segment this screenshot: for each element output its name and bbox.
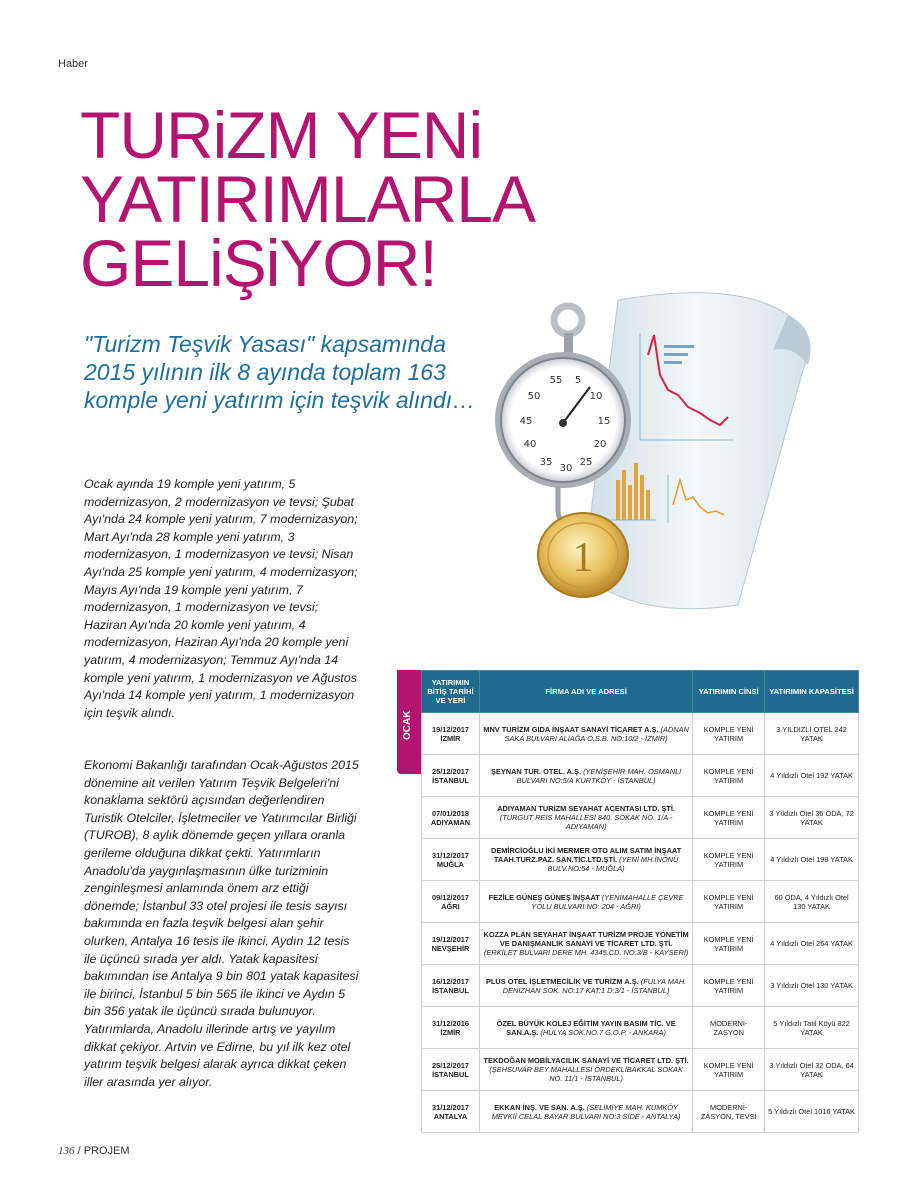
cell-capacity: 4 Yıldızlı Otel 198 YATAK [765,839,859,881]
city-value: MUĞLA [436,859,465,869]
table-body [422,713,859,1133]
month-tab-label: OCAK [402,710,413,740]
lead-paragraph: "Turizm Teşvik Yasası" kapsamında 2015 yılının ilk 8 ayında toplam 163 komple yeni yatırım için teşvik alındı… [84,331,476,413]
cell-firm [479,755,692,797]
cell-firm [479,881,692,923]
cell-capacity: 3 Yıldızlı Otel 36 ODA, 72 YATAK [765,797,859,839]
header-capacity: YATIRIMIN KAPASİTESİ [765,671,859,713]
investment-table [421,670,859,1133]
header-firm: FİRMA ADI VE ADRESİ [479,671,692,713]
firm-name: ADIYAMAN TURİZM SEYAHAT ACENTASI LTD. ŞTİ. [497,804,675,813]
firm-address: (SELİMİYE MAH. KUMKÖY MEVKİİ CELAL BAYAR BULVARI NO:3 SİDE - ANTALYA) [491,1102,681,1121]
svg-text:30: 30 [559,463,573,474]
cell-capacity: 4 Yıldızlı Otel 192 YATAK [765,755,859,797]
firm-address: (TURGUT REİS MAHALLESİ 840. SOKAK NO. 1/A - ADIYAMAN) [499,813,673,831]
date-value: 25/12/2017 [431,766,469,776]
cell-capacity: 5 Yıldızlı Tatil Köyü 822 YATAK [765,1007,859,1049]
header-date: YATIRIMIN BİTİŞ TARİHİ VE YERİ [422,671,480,713]
cell-date [422,1091,480,1133]
svg-text:50: 50 [527,391,541,402]
headline-line-2: YATIRIMLARLA [80,162,535,236]
svg-text:10: 10 [589,391,603,402]
cell-date [422,881,480,923]
month-tab [397,670,421,774]
cell-firm [479,1049,692,1091]
firm-name: EKKAN İNŞ. VE SAN. A.Ş. [494,1102,585,1112]
date-value: 19/12/2017 [431,724,469,734]
cell-firm [479,797,692,839]
firm-name: DEMİRCİOĞLU İKİ MERMER OTO ALIM SATIM İNŞAAT TAAH.TURZ.PAZ. SAN.TİC.LTD.ŞTİ. [490,846,682,864]
date-value: 09/12/2017 [431,892,469,902]
date-value: 31/12/2017 [431,1102,469,1112]
city-value: İZMİR [440,733,461,743]
section-label: Haber [58,58,88,70]
cell-date [422,1007,480,1049]
illustration-scale-chart [488,275,818,615]
cell-type: KOMPLE YENİ YATIRIM [693,1049,765,1091]
table-row [422,839,859,881]
city-value: İZMİR [440,1027,461,1037]
city-value: İSTANBUL [432,775,469,785]
city-value: İSTANBUL [432,1069,469,1079]
svg-text:40: 40 [523,439,537,450]
magazine-name: PROJEM [83,1145,130,1157]
firm-address: (YENİŞEHİR MAH. OSMANLI BULVARI NO:5/A KURTKÖY - İSTANBUL) [516,766,682,785]
cell-capacity: 3 YILDIZLI OTEL 242 YATAK [765,713,859,755]
cell-firm [479,839,692,881]
headline-line-3: GELiŞiYOR! [80,226,437,300]
svg-text:25: 25 [579,457,593,468]
table-row [422,965,859,1007]
footer-separator: / [77,1145,81,1157]
cell-date [422,839,480,881]
cell-capacity: 60 ODA, 4 Yıldızlı Otel 130 YATAK [765,881,859,923]
cell-date [422,965,480,1007]
cell-type: KOMPLE YENİ YATIRIM [693,923,765,965]
cell-firm [479,965,692,1007]
cell-capacity: 3 Yıldızlı Otel 32 ODA, 64 YATAK [765,1049,859,1091]
firm-address: (ŞEHSUVAR BEY MAHALLESİ ÖRDEKLİBAKKAL SOKAK NO. 11/1 - İSTANBUL) [489,1065,683,1083]
city-value: NEVŞEHİR [431,943,470,953]
coin-numeral: 1 [572,535,594,581]
svg-text:45: 45 [519,416,533,427]
investment-table-container [397,670,859,1133]
date-value: 31/12/2016 [431,1018,469,1028]
table-row [422,881,859,923]
firm-name: ŞEYNAN TUR. OTEL. A.Ş. [490,766,582,776]
cell-date [422,797,480,839]
page-footer [58,1145,130,1157]
svg-text:55: 55 [549,375,563,386]
firm-address: (ERKİLET BULVARI DERE MH. 4345.CD. NO:3/B - KAYSERİ) [483,948,689,957]
city-value: İSTANBUL [432,985,469,995]
firm-address: (HÜLYA SOK.NO.7 G.O.P. - ANKARA) [540,1027,666,1037]
firm-address: (YENİ MH.İNÖNÜ BULV.NO:54 - MUĞLA) [547,855,679,873]
cell-date [422,1049,480,1091]
cell-type: KOMPLE YENİ YATIRIM [693,965,765,1007]
table-header-row [422,671,859,713]
city-value: ANTALYA [433,1111,468,1121]
table-row [422,713,859,755]
firm-address: (YENİMAHALLE ÇEVRE YOLU BULVARI NO: 204 - AĞRI) [531,892,684,911]
cell-firm [479,713,692,755]
svg-text:20: 20 [593,439,607,450]
headline [80,98,600,300]
cell-type: MODERNİ-ZASYON, TEVSİ [693,1091,765,1133]
page-number: 136 [58,1145,75,1157]
date-value: 16/12/2017 [431,976,469,986]
cell-type: KOMPLE YENİ YATIRIM [693,881,765,923]
svg-text:5: 5 [574,375,582,386]
header-type: YATIRIMIN CİNSİ [693,671,765,713]
cell-capacity: 4 Yıldızlı Otel 264 YATAK [765,923,859,965]
table-row [422,1049,859,1091]
cell-type: MODERNİ-ZASYON [693,1007,765,1049]
firm-name: TEKDOĞAN MOBİLYACILIK SANAYİ VE TİCARET LTD. ŞTİ. [483,1056,689,1065]
cell-firm [479,1091,692,1133]
cell-date [422,923,480,965]
headline-line-1: TURiZM YENi [80,98,483,172]
firm-name: MNV TURİZM GIDA İNŞAAT SANAYİ TİCARET A.Ş. [483,724,659,734]
svg-text:15: 15 [597,416,611,427]
cell-capacity: 5 Yıldızlı Otel 1016 YATAK [765,1091,859,1133]
date-value: 31/12/2017 [431,850,469,860]
table-row [422,755,859,797]
table-row [422,1091,859,1133]
cell-type: KOMPLE YENİ YATIRIM [693,713,765,755]
city-value: ADIYAMAN [430,817,471,827]
firm-name: ÖZEL BÜYÜK KOLEJ EĞİTİM YAYIN BASIM TİC. VE SAN.A.Ş. [496,1018,676,1037]
cell-type: KOMPLE YENİ YATIRIM [693,755,765,797]
cell-date [422,755,480,797]
body-paragraph-2: Ekonomi Bakanlığı tarafından Ocak-Ağustos 2015 dönemine ait verilen Yatırım Teşvik Belgeleri'ni konaklama sektörü açısından değerlendiren Turistik Otelciler, İşletmeciler ve Yatırımcılar Birliği (TUROB), 8 aylık dönemde geçen yıllara oranla gerileme olduğuna dikkat çekti. Yatırımların Anadolu'da yaygınlaşmasının ülke turizminin zenginleşmesi anlamında önem arz ettiği dönemde; İstanbul 33 otel projesi ile tesis sayısı bakımında en fazla teşvik belgesi alan şehir olurken, Antalya 16 tesis ile ikinci, Aydın 12 tesis ile üçüncü sırada yer aldı. Yatak kapasitesi bakımından ise Antalya 9 bin 801 yatak kapasitesi ile birinci, İstanbul 5 bin 565 ile ikinci ve Aydın 5 bin 356 yatak ile üçüncü sırada bulunuyor. Yatırımlarda, Anadolu illerinde artış ve yayılım dikkat çekiyor. Artvin ve Edirne, bu yıl ilk kez otel yatırım teşvik belgesi alarak ayrıca dikkat çeken iller arasında yer alıyor. [84,758,359,1089]
cell-firm [479,1007,692,1049]
date-value: 19/12/2017 [431,934,469,944]
svg-text:35: 35 [539,457,553,468]
table-row [422,1007,859,1049]
cell-capacity: 3 Yıldızlı Otel 130 YATAK [765,965,859,1007]
cell-firm [479,923,692,965]
firm-name: PLUS OTEL İŞLETMECİLİK VE TURİZM A.Ş. [485,976,639,986]
firm-name: FEZİLE GÜNEŞ GÜNEŞ İNŞAAT [488,892,600,902]
cell-type: KOMPLE YENİ YATIRIM [693,839,765,881]
cell-type: KOMPLE YENİ YATIRIM [693,797,765,839]
cell-date [422,713,480,755]
date-value: 07/01/2018 [431,808,469,818]
city-value: AĞRI [441,901,460,911]
table-row [422,923,859,965]
firm-address: (FULYA MAH. DENİZHAN SOK. NO:17 KAT:1 D:3/1 - İSTANBUL) [502,976,687,995]
firm-name: KOZZA PLAN SEYAHAT İNŞAAT TURİZM PROJE YÖNETİM VE DANIŞMANLIK SANAYİ VE TİCARET LTD. ŞTİ. [483,930,689,948]
body-paragraph-1: Ocak ayında 19 komple yeni yatırım, 5 modernizasyon, 2 modernizasyon ve tevsi; Şubat Ayı'nda 24 komple yeni yatırım, 7 modernizasyon; Mart Ayı'nda 28 komple yeni yatırım, 3 modernizasyon, 1 modernizasyon ve tevsi; Nisan Ayı'nda 25 komple yeni yatırım, 4 modernizasyon; Mayıs Ayı'nda 19 komple yeni yatırım, 7 modernizasyon, 1 modernizasyon ve tevsi; Haziran Ayı'nda 20 komle yeni yatırım, 4 modernizasyon, Haziran Ayı'nda 20 komple yeni yatırım, 4 modernizasyon; Temmuz Ayı'nda 14 komple yeni yatırım, 1 modernizasyon ve Ağustos Ayı'nda 14 komple yeni yatırım, 1 modernizasyon için teşvik alındı. [84,477,358,720]
date-value: 25/12/2017 [431,1060,469,1070]
table-row [422,797,859,839]
firm-address: (ADNAN SAKA BULVARI ALİAĞA O.S.B. NO:10/2 - İZMİR) [504,724,689,743]
